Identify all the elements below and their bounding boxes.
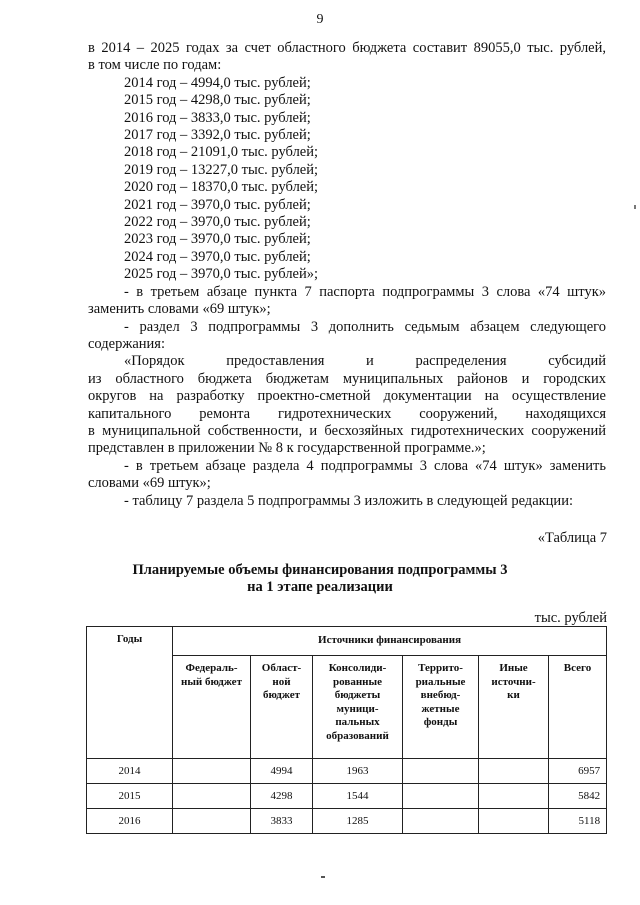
cell-municipal: 1285 bbox=[313, 809, 403, 834]
cell-total: 5118 bbox=[549, 809, 607, 834]
intro-line: в том числе по годам: bbox=[88, 57, 222, 74]
amendment-line: словами «69 штук»; bbox=[88, 475, 211, 492]
year-amount-line: 2024 год – 3970,0 тыс. рублей; bbox=[124, 248, 311, 265]
year-amount-line: 2014 год – 4994,0 тыс. рублей; bbox=[124, 74, 311, 91]
scan-artifact bbox=[634, 205, 636, 209]
table-row bbox=[87, 759, 607, 784]
table-title-line-1: Планируемые объемы финансирования подпрограммы 3 bbox=[132, 562, 508, 578]
amendment-line: округов на разработку проектно-сметной документации на осуществление bbox=[88, 388, 606, 405]
column-header: Консолиди- рованные бюджеты муници- пальных образований bbox=[313, 656, 403, 759]
table-body bbox=[87, 759, 607, 834]
amendment-line: заменить словами «69 штук»; bbox=[88, 301, 271, 318]
amendments-text bbox=[88, 284, 606, 510]
year-amount-line: 2023 год – 3970,0 тыс. рублей; bbox=[124, 231, 311, 248]
year-amount-line: 2022 год – 3970,0 тыс. рублей; bbox=[124, 214, 311, 231]
cell-other bbox=[479, 809, 549, 834]
year-amount-line: 2025 год – 3970,0 тыс. рублей»; bbox=[124, 266, 319, 283]
table-row bbox=[87, 809, 607, 834]
amendment-line: в муниципальной собственности, и бесхозяйных гидротехнических сооружений bbox=[88, 422, 606, 439]
cell-municipal: 1963 bbox=[313, 759, 403, 784]
amendment-line: - таблицу 7 раздела 5 подпрограммы 3 изложить в следующей редакции: bbox=[124, 492, 573, 509]
cell-territorial bbox=[403, 809, 479, 834]
header-years: Годы bbox=[87, 627, 173, 759]
cell-regional: 4994 bbox=[251, 759, 313, 784]
amendment-line: из областного бюджета бюджетам муниципальных районов и городских bbox=[88, 370, 606, 387]
cell-federal bbox=[173, 784, 251, 809]
scan-artifact bbox=[321, 876, 325, 878]
cell-total: 6957 bbox=[549, 759, 607, 784]
intro-paragraph bbox=[88, 40, 606, 75]
cell-year: 2015 bbox=[87, 784, 173, 809]
amendment-line: «Порядок предоставления и распределения субсидий bbox=[124, 353, 606, 370]
financing-table bbox=[86, 626, 607, 834]
column-header: Всего bbox=[549, 656, 607, 759]
intro-line: в 2014 – 2025 годах за счет областного бюджета составит 89055,0 тыс. рублей, bbox=[88, 40, 606, 56]
cell-total: 5842 bbox=[549, 784, 607, 809]
cell-federal bbox=[173, 809, 251, 834]
column-header: Иные источни- ки bbox=[479, 656, 549, 759]
year-amount-line: 2016 год – 3833,0 тыс. рублей; bbox=[124, 109, 311, 126]
cell-territorial bbox=[403, 784, 479, 809]
table-title-line-2: на 1 этапе реализации bbox=[247, 579, 393, 595]
table-units: тыс. рублей bbox=[534, 610, 607, 626]
cell-regional: 4298 bbox=[251, 784, 313, 809]
cell-year: 2014 bbox=[87, 759, 173, 784]
cell-federal bbox=[173, 759, 251, 784]
table-label: «Таблица 7 bbox=[537, 530, 607, 546]
year-amount-line: 2020 год – 18370,0 тыс. рублей; bbox=[124, 179, 319, 196]
year-amount-line: 2019 год – 13227,0 тыс. рублей; bbox=[124, 161, 319, 178]
amendment-line: капитального ремонта гидротехнических сооружений, находящихся bbox=[88, 405, 606, 422]
cell-year: 2016 bbox=[87, 809, 173, 834]
cell-territorial bbox=[403, 759, 479, 784]
page-number: 9 bbox=[316, 12, 324, 27]
year-amount-line: 2018 год – 21091,0 тыс. рублей; bbox=[124, 144, 319, 161]
year-amount-line: 2015 год – 4298,0 тыс. рублей; bbox=[124, 92, 311, 109]
cell-other bbox=[479, 759, 549, 784]
column-header: Област- ной бюджет bbox=[251, 656, 313, 759]
cell-regional: 3833 bbox=[251, 809, 313, 834]
document-body bbox=[88, 40, 606, 510]
cell-municipal: 1544 bbox=[313, 784, 403, 809]
amendment-line: - раздел 3 подпрограммы 3 дополнить седьмым абзацем следующего bbox=[124, 318, 606, 335]
table-title bbox=[0, 562, 640, 596]
table-row bbox=[87, 784, 607, 809]
year-amount-line: 2017 год – 3392,0 тыс. рублей; bbox=[124, 127, 311, 144]
column-header: Террито- риальные внебюд- жетные фонды bbox=[403, 656, 479, 759]
amendment-line: - в третьем абзаце раздела 4 подпрограммы 3 слова «74 штук» заменить bbox=[124, 457, 606, 474]
header-sources: Источники финансирования bbox=[173, 627, 607, 656]
cell-other bbox=[479, 784, 549, 809]
year-amount-line: 2021 год – 3970,0 тыс. рублей; bbox=[124, 196, 311, 213]
year-breakdown-list bbox=[88, 75, 606, 284]
amendment-line: содержания: bbox=[88, 335, 166, 352]
amendment-line: представлен в приложении № 8 к государственной программе.»; bbox=[88, 440, 486, 457]
column-header: Федераль- ный бюджет bbox=[173, 656, 251, 759]
amendment-line: - в третьем абзаце пункта 7 паспорта подпрограммы 3 слова «74 штук» bbox=[124, 283, 606, 300]
